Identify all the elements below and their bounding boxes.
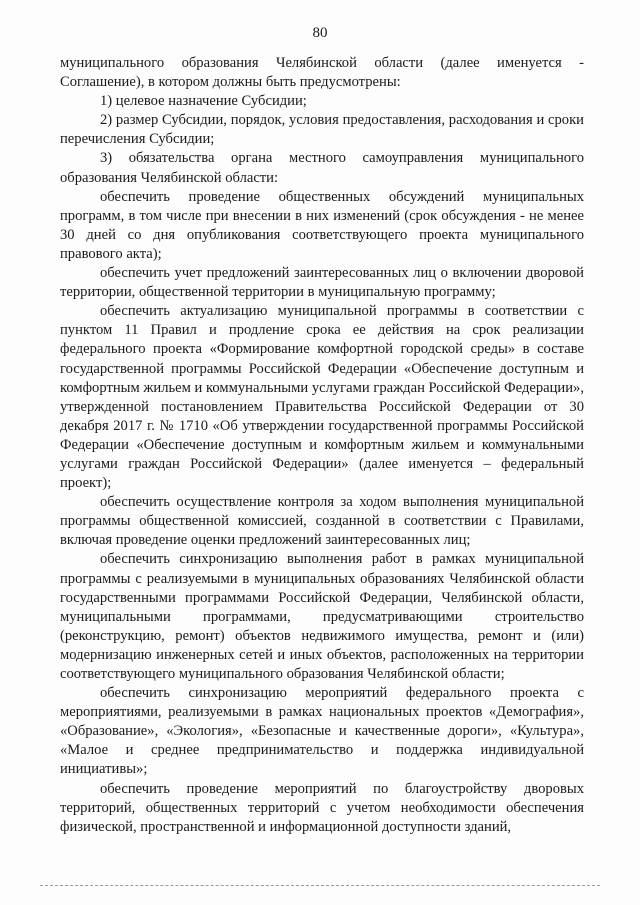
paragraph-7: обеспечить актуализацию муниципальной программы в соответствии с пунктом 11 Правил и продление срока ее действия на срок реализации федерального проекта «Формирование комфортной городской среды» в составе государственной программы Российской Федерации «Обеспечение доступным и комфортным жильем и коммунальными услугами граждан Российской Федерации», утвержденной постановлением Правительства Российской Федерации от 30 декабря 2017 г. № 1710 «Об утверждении государственной программы Российской Федерации «Обеспечение доступным и комфортным жильем и коммунальными услугами граждан Российской Федерации» (далее именуется – федеральный проект); xyxy=(60,303,584,492)
page-bottom-divider xyxy=(40,885,600,886)
paragraph-5: обеспечить проведение общественных обсуждений муниципальных программ, в том числе при внесении в них изменений (срок обсуждения - не менее 30 дней со дня опубликования соответствующего проекта муниципального правового акта); xyxy=(60,188,584,262)
paragraph-2: 1) целевое назначение Субсидии; xyxy=(100,93,307,110)
paragraph-4: 3) обязательства органа местного самоуправления муниципального образования Челябинской области: xyxy=(60,150,584,186)
paragraph-8: обеспечить осуществление контроля за ходом выполнения муниципальной программы общественной комиссией, созданной в соответствии с Правилами, включая проведение оценки предложений заинтересованных лиц; xyxy=(60,494,584,549)
paragraph-11: обеспечить проведение мероприятий по благоустройству дворовых территорий, общественных территорий с учетом необходимости обеспечения физической, пространственной и информационной доступности зданий, xyxy=(60,780,584,835)
paragraph-10: обеспечить синхронизацию мероприятий федерального проекта с мероприятиями, реализуемыми в рамках национальных проектов «Демография», «Образование», «Экология», «Безопасные и качественные дороги», «Культура», «Малое и среднее предпринимательство и поддержка индивидуальной инициативы»; xyxy=(60,685,584,778)
paragraph-1: муниципального образования Челябинской области (далее именуется - Соглашение), в котором должны быть предусмотрены: xyxy=(60,55,584,91)
document-body xyxy=(60,54,584,837)
paragraph-9: обеспечить синхронизацию выполнения работ в рамках муниципальной программы с реализуемыми в муниципальных образованиях Челябинской области государственными программами Российской Федерации, Челябинской области, муниципальными программами, предусматривающими строительство (реконструкцию, ремонт) объектов недвижимого имущества, ремонт и (или) модернизацию инженерных сетей и иных объектов, расположенных на территории соответствующего муниципального образования Челябинской области; xyxy=(60,551,584,682)
page-number: 80 xyxy=(312,25,328,41)
paragraph-6: обеспечить учет предложений заинтересованных лиц о включении дворовой территории, общественной территории в муниципальную программу; xyxy=(60,265,584,301)
paragraph-3: 2) размер Субсидии, порядок, условия предоставления, расходования и сроки перечисления Субсидии; xyxy=(60,112,584,148)
